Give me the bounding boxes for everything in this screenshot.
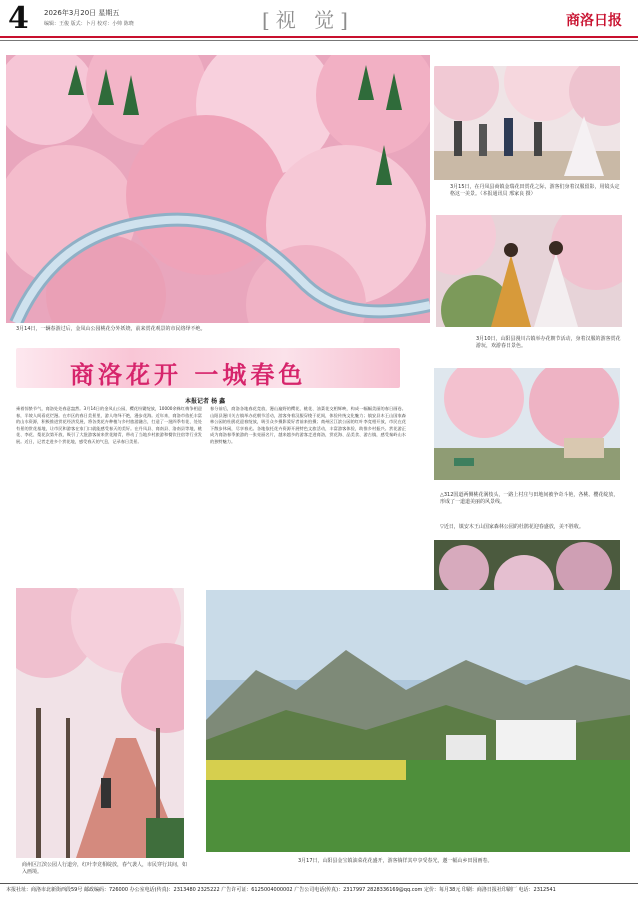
masthead-rule <box>0 36 638 38</box>
main-photo-caption: 3月14日，一辆春游过后，金凤山公园桃花分外妖娆，前来赏花观景的市民络绎不绝。 <box>16 326 206 332</box>
caption-azalea-forest: ▽近日，镇安木王山国家森林公园的杜鹃花迎春盛放，美不胜收。 <box>440 524 584 530</box>
editor-credits: 编辑：王俊 版式：卜月 校对：小帅 陈晓 <box>44 21 134 27</box>
footer-rule <box>0 883 638 884</box>
photo-village-road <box>434 368 620 480</box>
masthead-rule-thin <box>0 40 638 41</box>
caption-hanfu-visitors: 3月15日，在丹凤县商镇金瑞花田赏花之际，游客们身着汉服留影，用镜头定格这一美景。（本报通讯员 邢家良 摄） <box>450 184 620 197</box>
caption-riverside-street: 商州区江滨公园人行道旁，红叶李竞相绽放，春气袭人，市民穿行其间，如入画境。 <box>22 862 188 875</box>
footer-info: 本报社址：商洛市北新街西段59号 邮政编码：726000 办公室电话(传真)：2313480 2325222 广告许可证：6125004000002 广告公司电话(传真)：2317997 2828336169@qq.com 定价：每月38元 印刷：商洛日报社印刷厂 电话：2312541 <box>6 887 556 893</box>
photo-mountain-village <box>206 590 630 852</box>
article-byline: 本报记者 杨 鑫 <box>185 398 226 405</box>
issue-date: 2026年3月20日 星期五 <box>44 9 120 17</box>
article-column-1: 乘着惊蛰节气，商洛处处春意盎然。3月14日的金凤山公园，樱花纷繁绽放，10000余株红梅争相迎春，半坡人间看花烂漫。在市区的春日美景里，游人络绎不绝，漫步花海。近年来，商洛市依托丰富的山水资源，积极推进赏花经济发展，将各类花卉种植与乡村旅游融合，打造了一批四季有花、处处有景的赏花基地，让市民和游客在家门口就能感受春天的美好。在丹凤县、商南县、洛南县等地，桃花、李花、梨花次第开放，吸引了大批游客前来赏花踏青，带动了当地乡村旅游和餐饮住宿等行业发展。近日，记者走进多个赏花地，感受春天的气息，记录春日美景。 <box>16 406 202 444</box>
caption-mountain-village: 3月17日，山阳县金宝镇油菜花花盛开，游客徜徉其中享受春光，邀一幅山乡田园画卷。 <box>298 858 493 864</box>
section-title: [视 觉] <box>262 8 354 32</box>
photo-flower-festival <box>436 215 622 327</box>
caption-village-road: △312国道两侧桃花满枝头，一路上村庄与田地间被争奇斗艳，各桃、樱花绽放，形成了一道道美丽的风景线。 <box>440 492 619 505</box>
photo-riverside-street <box>16 588 184 858</box>
article-column-2: 春分前后，商洛各地春花竞放，漫山遍野的樱花、桃花、油菜花交相辉映，构成一幅幅美丽的春日画卷。山阳县漫川关古镇举办花朝节活动，游客身着汉服穿梭于花间，体验传统文化魅力；镇安县木王山国家森林公园的杜鹃花迎春绽放，吸引众多摄影爱好者前来拍摄；商州区江滨公园的红叶李竞相开放，市民在花下散步休闲，尽享春光。各地依托花卉资源开展特色文旅活动，丰富游客体验，助推乡村振兴。赏花游正成为商洛春季旅游的一张亮丽名片，越来越多的游客走进商洛，赏花海、品美食、游古镇，感受秦岭山水的独特魅力。 <box>210 406 406 444</box>
page-number: 4 <box>8 1 29 36</box>
main-photo-blossom-skywalk <box>6 55 430 323</box>
caption-flower-festival: 3月10日，山阳县漫川古镇举办花朝节活动，身着汉服的游客赏花游玩，欢游春日景色。 <box>476 336 621 349</box>
newspaper-logo: 商洛日报 <box>566 13 622 29</box>
photo-hanfu-visitors <box>434 66 620 180</box>
article-headline: 商洛花开 一城春色 <box>70 361 307 389</box>
